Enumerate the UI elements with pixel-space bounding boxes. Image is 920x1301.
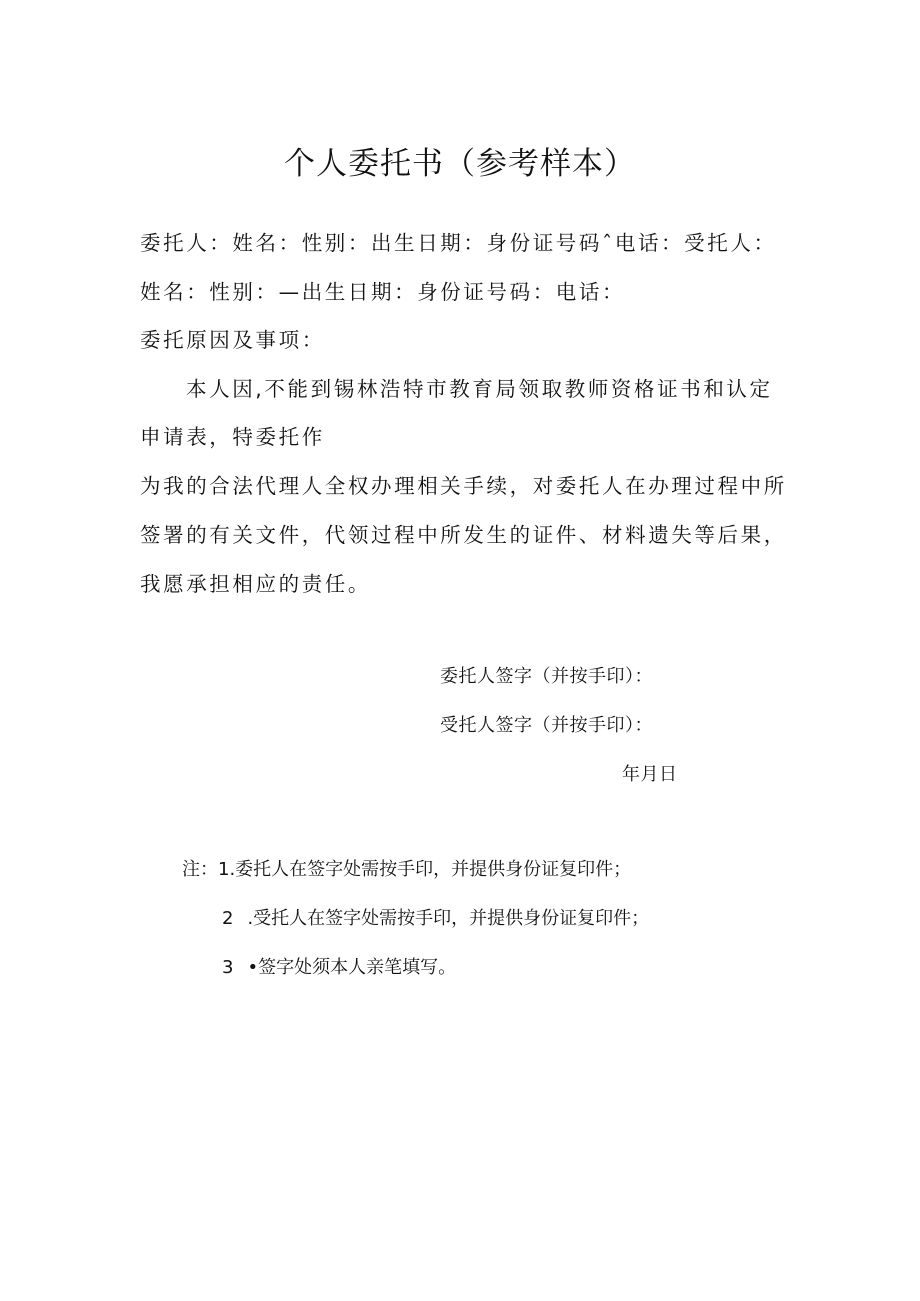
note-item-2-number: 2 [222, 908, 234, 929]
note-prefix: 注： [182, 859, 218, 880]
agent-info-line: 姓名：性别：—出生日期：身份证号码：电话： [140, 280, 626, 304]
principal-info-line: 委托人：姓名：性别：出生日期：身份证号码ˆ电话：受托人： [140, 231, 777, 255]
note-item-3-text: •签字处须本人亲笔填写。 [247, 957, 457, 978]
agent-signature-label: 受托人签字（并按手印）： [440, 715, 653, 736]
body-paragraph-line-2: 申请表，特委托作 [140, 425, 325, 449]
document-title: 个人委托书（参考样本） [284, 146, 636, 182]
note-item-1-text: 1.委托人在签字处需按手印，并提供身份证复印件； [218, 859, 632, 880]
note-item-3-number: 3 [222, 957, 234, 978]
date-label: 年月日 [622, 764, 678, 785]
note-item-1 [182, 855, 631, 881]
body-paragraph-line-1: 本人因,不能到锡林浩特市教育局领取教师资格证书和认定 [186, 377, 773, 401]
note-item-2-text: .受托人在签字处需按手印，并提供身份证复印件； [247, 908, 650, 929]
reason-heading: 委托原因及事项： [140, 328, 325, 352]
body-paragraph-line-4: 签署的有关文件，代领过程中所发生的证件、材料遗失等后果， [140, 523, 787, 547]
body-paragraph-line-5: 我愿承担相应的责任。 [140, 572, 371, 596]
note-item-2 [222, 904, 649, 930]
principal-signature-label: 委托人签字（并按手印）： [440, 666, 653, 687]
body-paragraph-line-3: 为我的合法代理人全权办理相关手续，对委托人在办理过程中所 [140, 474, 787, 498]
note-item-3 [222, 953, 456, 979]
